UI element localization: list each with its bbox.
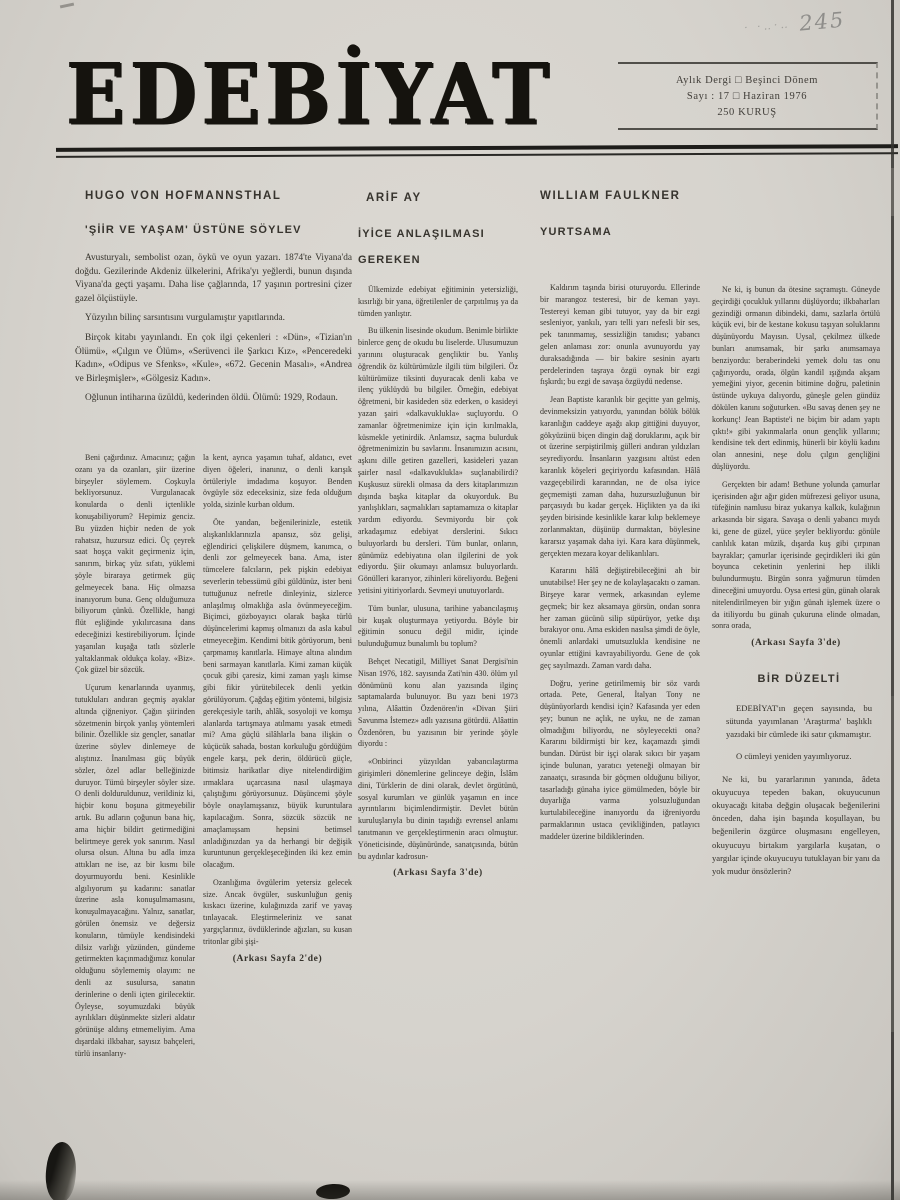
article-paragraph: Bu ülkenin lisesinde okudum. Benimle birlikte binlerce genç de okudu bu liselerde. Ulusumuzun yarınını oluşturacak gençliktir bu. Yanlış öğrendik öz kültürümüzle ilgili tüm bilgileri. Öz kültürümüze tiksinti duyuracak denli kaba ve ilenç yüklüydü bu bilgiler. Örneğin, edebiyat öğretmeni, bir kasideden söz ederken, o kasideyi yazan şairi «dalkavuklukla» suçluyordu. O zamanlar öğretmenimize için için kırılmakla, küsmekle yetinirdik. Anlamsız, saçma bulurduk öğretmenimizin bu savlarını. İnsanımızın acısını, aşkını dille getiren gazelleri, kasideleri yazan şairler nasıl «dalkavuklukla» suçlanabilirdi? Kuşkusuz sürekli olmasa da ders kitaplarımızın dışında başka kitaplar da okuyorduk. Bu yanlışlıkları, saçmalıkları saptamamıza o kitaplar yardım ediyordu. Sevmiyordu bir çok arkadaşımız edebiyat derslerini. Sıkıcı buluyorlardı bu dersleri. Tüm bunlar, onların, günümüz edebiyatına olan ilgilerini de yok ediyordu. Şiir okumayı anlamsız buluyorlardı. Gönülleri kararıyor, zihinleri köreliyordu. Beğeni yetisini yitiriyorlardı. Sevmeyi unutuyorlardı. — [358, 326, 518, 595]
scan-artifact-bottom-shade — [0, 1180, 900, 1200]
article-paragraph: Uçurum kenarlarında uyanmış, tutukluları andıran geçmiş ayaklar altında çiğneniyor. Çağın şiirinden sözetmenin birçok yanlış yöntemleri bilinir. Özellikle siz gençler, sanatlar üzerine söylev dinlemeye de alıştınız. İnanılması güç büyük sözler, özel adlar belleğinizde duruyor. Tümü birşeyler söyler size. O denli dolduruldunuz, verildiniz ki, hiçbir konu boşuna gitmeyebilir artık. Bu adların çoğunun bana hiç, ama hiçbir bildirt getirmediğini belirtmeye gerek yok sanırım. Nasıl olursa olsun. Altına bu adla imza attıkları ne ise, az bir kısmı bile doyurmuyordu beni. Kesinlikle algılıyorum şu kadarını: sanatlar üzerine asla konuşulmamasını, konuşulmayacağını. Yalnız, sanatlar, görülen önemsiz ve değersiz konuların, tümüyle kendisindeki dilsiz varlığı yüzünden, gündeme getirmekten kaçınmadığımız konular olduğunu söylememiş olayım: ne denli az susulursa, sanatın derinlerine o denli içten girilecektir. Öyleyse, soyumuzdaki büyük ayrılıkları düşünmekte sizleri aldatır görünüşe aldırış etmemeliyim. Ama dışardaki ilkbahar, sayısız bahçeleri, türlü insanlarıy- — [75, 683, 195, 1058]
article-paragraph: Ne ki, iş bunun da ötesine sıçramıştı. Güneyde geçirdiği çocukluk yıllarını düşlüyordu; ilkbaharları gezindiği ormanın dibindeki, damı, sazlarla örtülü küçük evi, bir de kestane kokusu taşıyan soluklarını düşünüyordu Mayısın. Uysal, çekilmez ülkede bunları anımsamak, bir şarkı anımsamaya benziyordu: beraberindeki yemek dolu tas onu çağırıyordu, orada, ölgün kandil ışığında akşam yemeğini yiyor, gecenin bitimine doğru, paletinin üstünde uykuya dalıyordu, güneşle gelen gündüz dökülen kanını soğuturken. «Bu savaş denen şey ne korkunç! Jean Baptiste'i ne biçim bir adam yaptı çıktı!» gibi yakınmalarla onun gençlik yıllarını; kendisine tek dert edinmiş, hünerli bir köylü kadını olan annesini, neşe dolu çılgın gençliğini düşlüyordu. — [712, 285, 880, 471]
bio-paragraph: Birçok kitabı yayınlandı. En çok ilgi çekenleri : «Dün», «Tizian'ın Ölümü», «Çılgın ve Ölüm», «Serüvenci ile Şarkıcı Kız», «Penceredeki Kadın», «Odipus ve Sfenks», «Kule», «672. Gecenin Masalı», «Andrea ve Birleşmişler», «Gölgesiz Kadın». — [75, 332, 352, 384]
arif-ay-column — [358, 284, 518, 1152]
bio-paragraph: Oğlunun intiharına üzüldü, kederinden öldü. Ölümü: 1929, Rodaun. — [85, 393, 338, 404]
handwritten-page-number — [743, 8, 846, 41]
author-faulkner: WILLIAM FAULKNER — [540, 190, 681, 202]
issue-info-line2: Sayı : 17 □ Haziran 1976 — [686, 91, 808, 102]
article-paragraph: Beni çağırdınız. Amacınız; çağın ozanı ya da ozanları, şiir üzerine birşeyler söylemem. Coşkuyla bekliyorsunuz. Vurgulanacak konularda o denli içtenlikle konuşabiliyorum? Hepimiz genciz. Bu yüzden hiçbir neden de yok rahatsız, huzursuz edici. Üç çeyrek saat hoşça vakit geçirmeniz için, sanırım, birkaç yüz sıfatı, yüklemi şöyle biraraya getirmek güç gelmeyecek bana. Hiç olmazsa inanıyorum buna. Genç olduğumuza biliyorum çünkü. Özellikle, hangi flüt eşliğinde yıkılırcasına dans edeceğinizi kestirebiliyorum. İçinde yaşanılan kuşağa tatlı sözlerle yaltaklanmak oldukça kolay. «Biz». Çok güzel bir sözcük. — [75, 453, 195, 675]
scan-artifact-edge-line — [891, 0, 894, 1200]
article-paragraph: la kent, ayrıca yaşamın tuhaf, aldatıcı, evet diyen öğeleri, inanınız, o denli karışık örtüleriyle imdadıma koşuyor. Benden övgüyle söz edeceksiniz, size feda olduğum yolda, sizinle kurban oldum. — [203, 453, 352, 510]
article-paragraph: Ülkemizde edebiyat eğitiminin yetersizliği, kısırlığı bir yana, öğretilenler de çarpıtılmış ya da tümden yanlıştır. — [358, 285, 518, 318]
correction-paragraph: O cümleyi yeniden yayımlıyoruz. — [736, 751, 852, 762]
correction-paragraph: EDEBİYAT'ın geçen sayısında, bu sütunda yayımlanan 'Araştırma' başlıklı yazıdaki bir cümlede iki satır çıkmamıştır. — [726, 702, 872, 740]
title-arif-ay-line2: GEREKEN — [358, 254, 421, 266]
issue-price: 250 KURUŞ — [717, 107, 777, 118]
scan-artifact-mark — [60, 3, 74, 9]
title-arif-ay-line1: İYİCE ANLAŞILMASI — [358, 228, 485, 240]
hofmannsthal-column-1 — [75, 452, 195, 1152]
article-paragraph: Jean Baptiste karanlık bir geçitte yan gelmiş, devinmeksizin yatıyordu, yanından bölük bölük karanlığın caddeye aşağı akıp gittiğini duyuyor, gökyüzünü biçen dingin dağ doruklarını, açık bir ot üzerine serpiştirilmiş gülleri andıran yıldızları seyrediyordu. İnsanların yazgısını altüst eden karanlık köşeleri geçiriyordu kafasından. Hâlâ vazgeçebilirdi kararından, ne de olsa iyice geçmemişti zaman daha, huzursuzluğunun bir parçasıydı bu kadar gerçek. Hiçlikten ya da iki şeyden birisinde kesinlikle karar kılıp beklemeye zorlanmaktan, düşünüp durmaktan, böylesine kararsız yaşamak daha iyi. Kara kara düşünmek, gerçekten mezara koyar delikanlıları. — [540, 395, 700, 558]
article-paragraph: Kaldırım taşında birisi oturuyordu. Ellerinde bir marangoz testeresi, bir de keman yayı. Testereyi keman gibi tutuyor, yay da bir ezgi sesleniyor, yankılı, yarı telli yarı nefesli bir ses, pek tanınmamış, sessizliğin tanıdısı; yabancı gelen anlaması zor: onunla avunuyordu yay duraksadığında — bir bakire sesinin ayartı perdelerinden taşraya özgü oynak bir ezgi fışkırdı; bu ezgi de savaşa özgüydü nedense. — [540, 283, 700, 387]
author-arif-ay: ARİF AY — [366, 192, 422, 204]
correction-title: BİR DÜZELTİ — [757, 672, 841, 685]
pencil-scribble: · ·‥·‥ — [743, 17, 792, 35]
issue-info-box — [618, 62, 878, 130]
hofmannsthal-bio — [75, 252, 352, 412]
correction-box — [712, 674, 880, 878]
title-faulkner: YURTSAMA — [540, 226, 612, 238]
article-paragraph: «Onbirinci yüzyıldan yabancılaştırma girişimleri dönemlerine gelinceye değin, İslâm dini, Türklerin de dini olarak, devlet örgütünü, sosyal kurumları ve günlük yaşamın en ince ayrıntılarını biçimlendirmiştir. Devlet bütün kuruluşlarıyla bu dinin taşıdığı evrensel anlamı tanıtmanın ve gerçekleştirmenin aracı olmuştur. Yöneticisinde, düşünüründe, sanatçısında, bütün bu aydınlar kadrosun- — [358, 757, 518, 861]
continuation-note: (Arkası Sayfa 2'de) — [232, 953, 323, 964]
bio-paragraph: Yüzyılın bilinç sarsıntısını vurgulamıştır yapıtlarında. — [85, 313, 285, 324]
article-paragraph: Kararını hâlâ değiştirebileceğini ah bir unutabilse! Her şey ne de kolaylaşacaktı o zaman. Birşeye karar vermek, arkasından eyleme geçmek; bir kez aksamaya görsün, ondan sonra her zaman gücünü silip süpürüyor, yetke dışı bırakıyor onu. Ama eskiden nasılsa şimdi de öyle, önemli anlardaki umutsuzlukla kendisine ne oyunlar ettiğini kavrayabiliyordu. Gene de çok geç sayılmazdı. Zaman vardı daha. — [540, 566, 700, 670]
hofmannsthal-column-2 — [203, 452, 352, 1152]
correction-paragraph: Ne ki, bu yararlarının yanında, âdeta okuyucuya tepeden bakan, okuyucunun okuyacağı kitaba değgin oluşacak beğenilerini önceden, daha işin başında koşullayan, bu beğenilerin özgürce oluşmasını engelleyen, okuyucuyu birtakım yargılarla kuşatan, o yargılar içinde okuyucuyu tutuklayan bir yanı da yok mudur önsözlerin? — [712, 773, 880, 876]
bio-paragraph: Avusturyalı, sembolist ozan, öykü ve oyun yazarı. 1874'te Viyana'da doğdu. Gezilerinde Akdeniz ülkelerini, Afrika'yı yeğlerdi, bunun dışında Viyana'da geçti yaşamı. Daha lise çağlarında, 17 yaşının portresini çizer gazel ölçüstüyle. — [75, 253, 352, 304]
issue-info-line1: Aylık Dergi □ Beşinci Dönem — [675, 75, 819, 86]
continuation-note: (Arkası Sayfa 3'de) — [751, 638, 841, 649]
continuation-note: (Arkası Sayfa 3'de) — [393, 868, 483, 879]
article-paragraph: Behçet Necatigil, Milliyet Sanat Dergisi'nin Nisan 1976, 182. sayısında Zati'nin 430. ölüm yıl dönümünü konu alan yazısında ilginç saptamalarda bulunuyor. Bu yazı beni 1973 yılına, Alâattin Özdenören'in «Divan Şiiri Savunma İstemez» adlı yazısına götürdü. Alâattin Özdenören, bu yazısının bir yerinde şöyle diyordu : — [358, 656, 518, 749]
article-paragraph: Ozanlığıma övgülerim yetersiz gelecek size. Ancak övgüler, suskunluğun geniş kıskacı üzerine, kulağınızda zarif ve yavaş tınlayacak. Eleştirmeleriniz ve sanat yargıçlarınız, övdüklerinde ağızları, su kusan tritonlar gibi şişi- — [203, 877, 352, 946]
article-paragraph: Öte yandan, beğenilerinizle, estetik alışkanlıklarınızla apansız, söz gelişi, eğlendirici çelişkilere düşmem, kanımca, o denli zor gelmeyecek bana. Ama, ister tümcelere falcıların, pek pişkin edebiyat severlerin tebessümü gibi güldünüz, ister beni tuttuğunuz nefretle dinleyiniz, sizlerce anlaşılmış olmaklığa asla övünmeyeceğim. Biçimci, gözboyayıcı olarak başka türlü düşüncelerimi kapmış olmanızı da asla kabul etmeyeceğim. Kendimi bitik görüyorum, beni çarpmamış kanıtlarla. Himaye altına alındım beni sarmayan kanıtlarla. Kimi zaman küçük çocuk gibi çaresiz, kimi zaman yaşlı kimse gibi fikir yürütebilecek denli yetkin görülüyorum. Çağdaş eğitim yöntemi, bilgisiz gerekçesiyle tarih, ahlâk, sosyoloji ve komşu alanlarda tartışmaya atılmamı yasak etmedi mi? Ama güçlü silâhlarla bana ilişkin o küçücük sahada, bostan korkuluğu gördüğüm engele karşı, pek derin, öldürücü güçle, bitimsiz harikatlar diye nitelendirdiğim ırmaklara uçarcasına nasıl ulaşmaya çalıştığımı görüyorsunuz. Düşüncemi şöyle böyle onaylamışsanız, büyük kuruntulara kapılacağım. Sonra, sözcük sözcük ne amaçlamışsam hepsini betimsel anladığınızdan ya da herhangi bir değişik kuruntunun gerçekleşeceğinden iki kez emin olacağım. — [203, 517, 352, 870]
faulkner-column-2 — [712, 284, 880, 1169]
article-paragraph: Tüm bunlar, ulusuna, tarihine yabancılaşmış bir kuşak oluşturmaya yetiyordu. Böyle bir eğitimin sonucu değil midir, içinde bulunduğumuz bunalımlı bu toplum? — [358, 603, 518, 649]
page-number-text: 245 — [798, 7, 847, 36]
author-hofmannsthal: HUGO VON HOFMANNSTHAL — [85, 190, 282, 202]
article-paragraph: Doğru, yerine getirilmemiş bir söz vardı ortada. Pete, General, İtalyan Tony ne düşünüyorlardı kendisi için? Kafasında yer eden şey; bunun ne açlık, ne uyku, ne de zaman olmadığını biliyordu, ne söyleyecekti ona? Kararını bildirmişti bir kez, kaçamazdı şimdi bundan. Dürüst bir işçi olarak sıkıcı bir yaşam içinde bulunan, yaratıcı yeteneği olmayan bir zanaatçı, sırasında bir göçmen olduğunu biliyor, tasarladığı günaha iyice gömülmeden, böyle bir duyarlığa varma yolsuzluğundan kurtulabileceğine inanıyordu da iğreniyordu parmaklarının ustaca çevikliğinden, patlayıcı maddeler üzerine bildiklerinden. — [540, 678, 700, 841]
article-paragraph: Gerçekten bir adam! Bethune yolunda çamurlar içerisinden ağır ağır giden müfrezesi geliyor usuna, tüfeğinin namlusu biraz yukarıya kalkık, kulağının arkasında bir sigara. Savaşa o denli yabancı mıydı ki, gene de güzel, yüce şeyler bekliyordu: gönüle canlılık katan müzik, dışarda kuş gibi çırpınan bayraklar; çamurlar içerisinde geçirdikleri iki gün boyunca ceketinin yenlerini hep ilikli bulundurmuştu. Birgün sonra yağmurun tümden dineceğini umuyordu. Oysa ertesi gün, günah olarak nitelendirilmeyen bir yığın günah işlemek üzere o da itiliyordu bu günah çukuruna elinde olmadan, sonra orada, — [712, 479, 880, 631]
masthead-divider-rules — [56, 144, 898, 158]
title-hofmannsthal: 'ŞİİR VE YAŞAM' ÜSTÜNE SÖYLEV — [85, 224, 302, 236]
magazine-masthead-title: EDEBİYAT — [66, 45, 555, 145]
faulkner-column-1 — [540, 282, 700, 1167]
